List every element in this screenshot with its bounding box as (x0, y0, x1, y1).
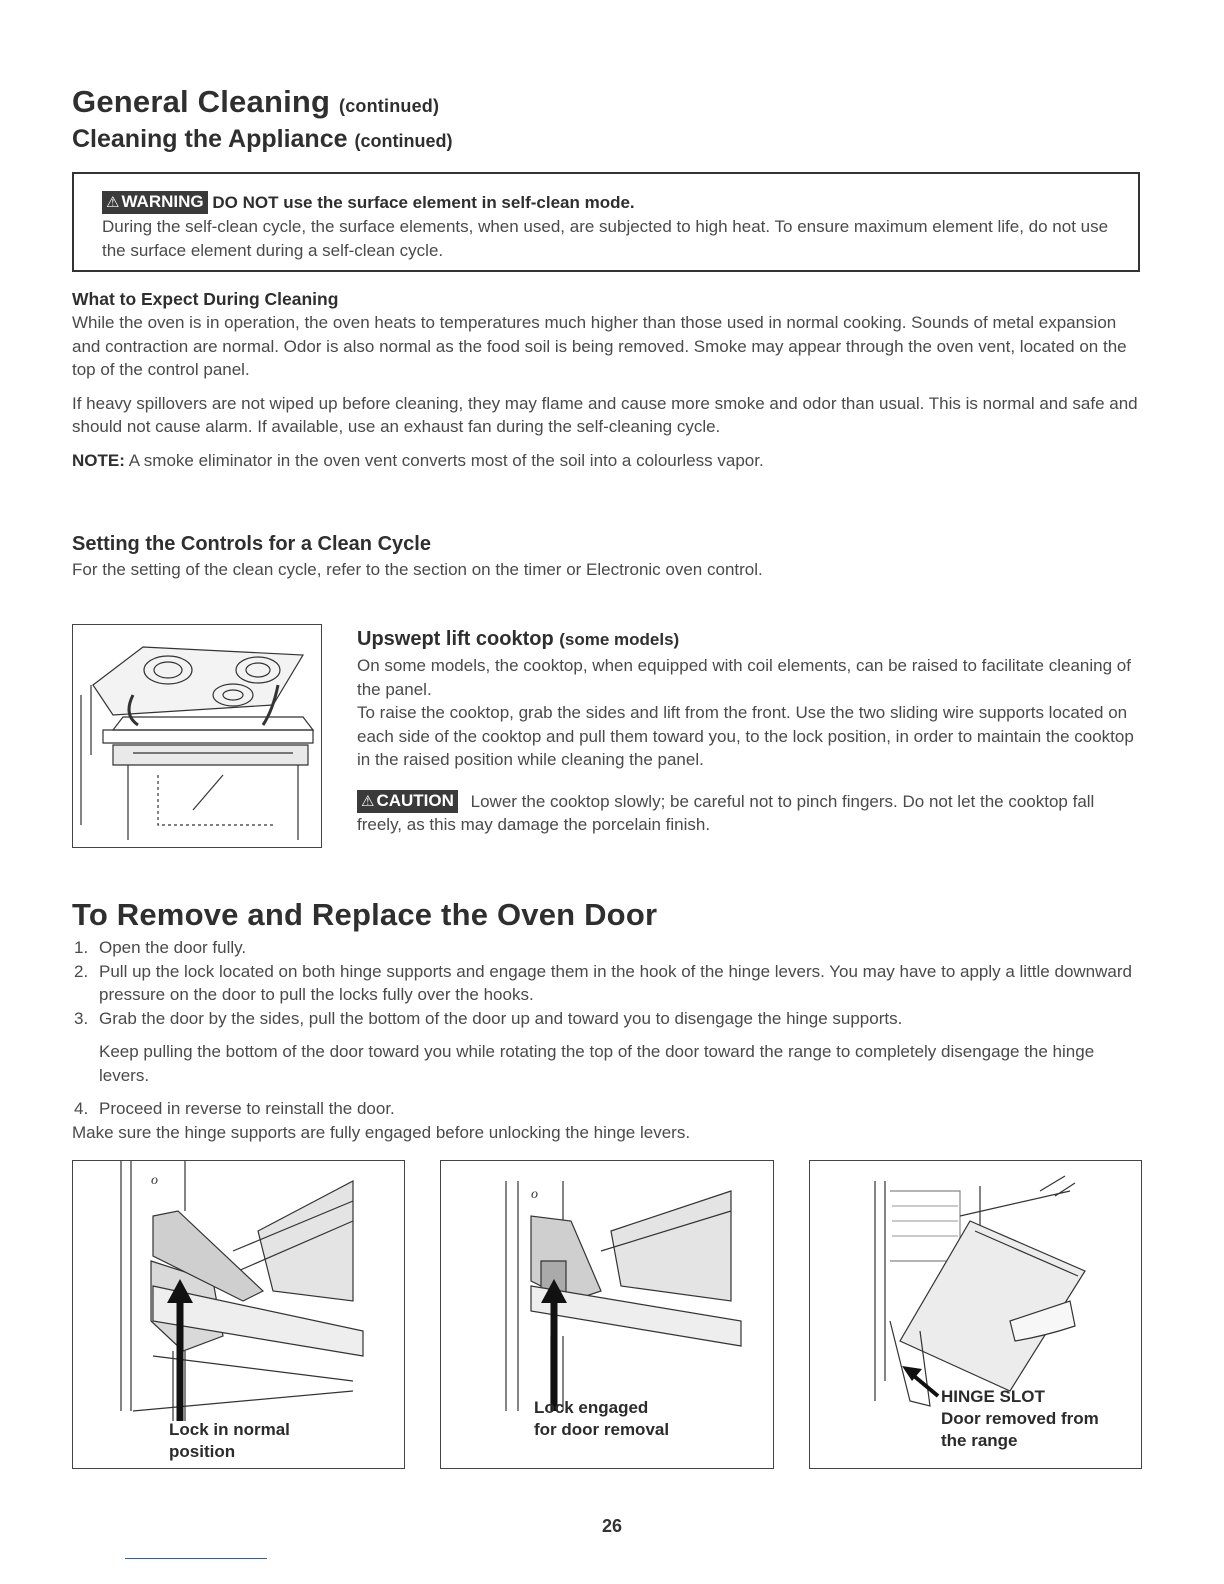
upswept-heading-text: Upswept lift cooktop (357, 628, 554, 650)
step-number: 2. (74, 961, 89, 981)
fig3-label-line-2: Door removed from (941, 1409, 1099, 1428)
warning-text: During the self-clean cycle, the surface elements, when used, are subjected to high heat. To ensure maximum element life, do not use the surface element during a self-clean cycle. (102, 217, 1109, 260)
figure-lock-normal (72, 1160, 405, 1469)
expect-section (72, 287, 1144, 472)
warning-box (72, 172, 1140, 272)
caution-badge (357, 790, 458, 813)
controls-heading: Setting the Controls for a Clean Cycle (72, 533, 431, 555)
step-text: Open the door fully. (99, 938, 247, 957)
door-step-3-continued: Keep pulling the bottom of the door toward you while rotating the top of the door toward the range to completely disengage the hinge levers. (99, 1042, 1095, 1085)
warning-badge-text: WARNING (121, 192, 204, 211)
cooktop-figure (72, 624, 322, 848)
step-number: 3. (74, 1008, 89, 1028)
page-title-text: General Cleaning (72, 84, 331, 119)
door-steps-block (72, 936, 1144, 1144)
fig2-label-line-1: Lock engaged (534, 1398, 649, 1417)
caution-triangle-icon: ⚠ (361, 792, 375, 810)
fig1-letter: o (151, 1173, 158, 1188)
warning-badge (102, 191, 208, 214)
step-text: Grab the door by the sides, pull the bottom of the door up and toward you to disengage the hinge supports. (99, 1008, 903, 1028)
expect-note (72, 449, 1144, 473)
footer-rule (125, 1558, 267, 1559)
figure-door-removed (809, 1160, 1142, 1469)
page-subtitle-suffix: (continued) (354, 131, 453, 151)
fig3-label-line-3: the range (941, 1431, 1018, 1450)
fig1-label (169, 1419, 290, 1463)
note-label: NOTE: (72, 450, 125, 470)
page-title-suffix: (continued) (339, 96, 440, 116)
fig2-label (534, 1397, 669, 1441)
warning-triangle-icon: ⚠ (106, 194, 120, 211)
expect-para-1: While the oven is in operation, the oven heats to temperatures much higher than those used in normal cooking. Sounds of metal expansion and contraction are normal. Odor is also normal as the food soil is being removed. Smoke may appear through the oven vent, located on the top of the control panel. (72, 313, 1127, 379)
upswept-section (357, 625, 1143, 837)
expect-heading: What to Expect During Cleaning (72, 289, 339, 309)
warning-heading-line (102, 191, 1132, 214)
upswept-heading (357, 625, 1143, 654)
note-text: A smoke eliminator in the oven vent converts most of the soil into a colourless vapor. (128, 450, 764, 470)
door-step-3 (72, 1007, 1144, 1031)
fig1-label-line-2: position (169, 1442, 236, 1461)
warning-heading: DO NOT use the surface element in self-clean mode. (212, 193, 635, 212)
step-text: Proceed in reverse to reinstall the door. (99, 1099, 395, 1118)
fig1-label-line-1: Lock in normal (169, 1420, 290, 1439)
step-number: 1. (74, 938, 89, 957)
page-number: 26 (601, 1516, 623, 1536)
page-title (72, 84, 439, 120)
door-step-4 (72, 1097, 1144, 1121)
figure-lock-engaged (440, 1160, 774, 1469)
door-steps-list (72, 936, 1144, 1030)
door-step-1 (72, 936, 1144, 960)
door-final-note: Make sure the hinge supports are fully engaged before unlocking the hinge levers. (72, 1122, 691, 1142)
door-steps-list-2 (72, 1097, 1144, 1121)
step-text: Pull up the lock located on both hinge supports and engage them in the hook of the hinge levers. You may have to apply a little downward pressure on the door to pull the locks fully over the hooks. (99, 961, 1132, 1004)
expect-para-2: If heavy spillovers are not wiped up before cleaning, they may flame and cause more smoke and odor than usual. This is normal and safe and should not cause alarm. If available, use an exhaust fan during the self-cleaning cycle. (72, 393, 1138, 436)
step-number: 4. (74, 1099, 89, 1118)
door-heading: To Remove and Replace the Oven Door (72, 897, 658, 932)
raised-cooktop-illustration (73, 625, 320, 846)
warning-content (102, 191, 1132, 262)
caution-line (357, 790, 1143, 837)
upswept-para-1: On some models, the cooktop, when equipped with coil elements, can be raised to facilitate cleaning of the panel. (357, 656, 1131, 699)
page-subtitle-text: Cleaning the Appliance (72, 125, 348, 153)
door-step-2 (72, 960, 1144, 1007)
fig2-letter: o (531, 1187, 538, 1202)
fig3-label-line-1: HINGE SLOT (941, 1387, 1045, 1406)
upswept-para-2: To raise the cooktop, grab the sides and lift from the front. Use the two sliding wire supports located on each side of the cooktop and pull them toward you, to the lock position, in order to maintain the cooktop in the raised position while cleaning the panel. (357, 703, 1134, 769)
controls-section (72, 530, 1144, 582)
fig3-label (941, 1386, 1099, 1452)
fig2-label-line-2: for door removal (534, 1420, 670, 1439)
upswept-heading-suffix: (some models) (559, 630, 680, 649)
controls-text: For the setting of the clean cycle, refer to the section on the timer or Electronic oven control. (72, 560, 763, 579)
caution-text: Lower the cooktop slowly; be careful not to pinch fingers. Do not let the cooktop fall freely, as this may damage the porcelain finish. (357, 791, 1095, 834)
caution-badge-text: CAUTION (376, 790, 454, 810)
page-subtitle (72, 125, 452, 154)
